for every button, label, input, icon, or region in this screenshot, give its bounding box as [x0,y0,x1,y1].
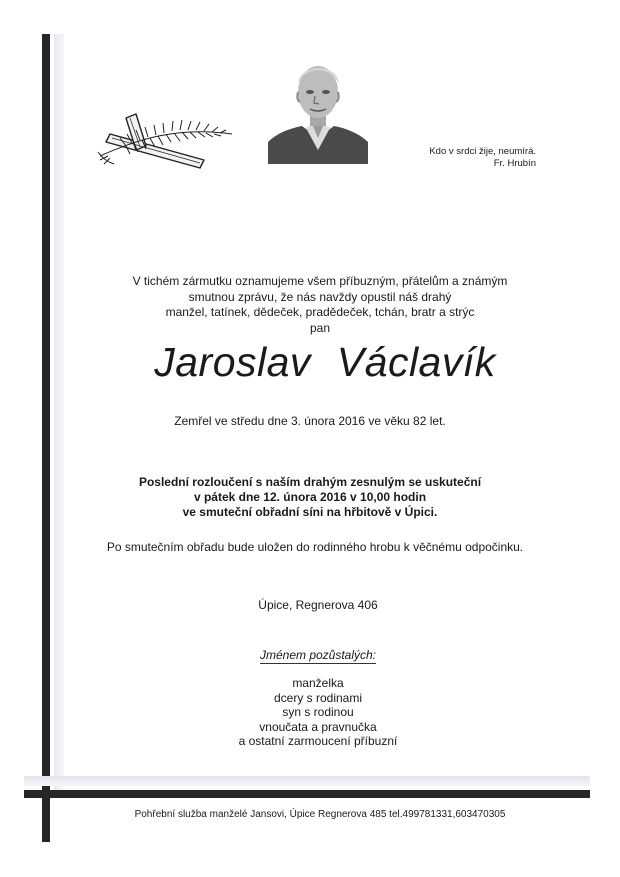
on-behalf-text: Jménem pozůstalých: [259,648,377,662]
border-bar-horizontal [24,790,590,798]
farewell-details [120,475,500,520]
cross-with-palm-icon [96,112,238,170]
quote-author: Fr. Hrubín [493,158,536,169]
farewell-line: v pátek dne 12. února 2016 v 10,00 hodin [193,490,427,504]
family-address: Úpice, Regnerova 406 [258,598,378,612]
deceased-name: Jaroslav Václavík [154,339,496,385]
survivor-item: dcery s rodinami [273,690,363,705]
survivor-item: syn s rodinou [282,705,354,719]
memorial-quote [400,146,536,170]
quote-text: Kdo v srdci žije, neumírá. [429,146,536,157]
burial-note: Po smutečním obřadu bude uložen do rodinného hrobu k věčnému odpočinku. [106,540,524,554]
on-behalf-label [220,648,416,662]
intro-line: smutnou zprávu, že nás navždy opustil náš drahý [188,289,452,304]
border-shadow-vertical [54,34,64,794]
survivor-item: manželka [292,676,344,690]
survivor-item: a ostatní zarmoucení příbuzní [238,734,398,748]
border-bar-vertical [42,34,50,842]
farewell-line: ve smuteční obřadní síni na hřbitově v Úpici. [182,505,438,519]
farewell-line: Poslední rozloučení s naším drahým zesnulým se uskuteční [138,475,482,489]
border-shadow-horizontal [24,776,590,786]
survivors-list [200,676,436,749]
death-notice: Zemřel ve středu dne 3. února 2016 ve věku 82 let. [174,414,446,428]
survivor-item: vnoučata a pravnučka [259,719,377,734]
intro-line: pan [309,320,331,335]
intro-line: V tichém zármutku oznamujeme všem příbuzným, přátelům a známým [132,274,508,288]
funeral-service-footer: Pohřební služba manželé Jansovi, Úpice Regnerova 485 tel.499781331,603470305 [134,809,506,820]
announcement-intro [100,274,540,336]
intro-line: manžel, tatínek, dědeček, pradědeček, tchán, bratr a strýc [165,305,475,319]
deceased-portrait [268,56,368,164]
